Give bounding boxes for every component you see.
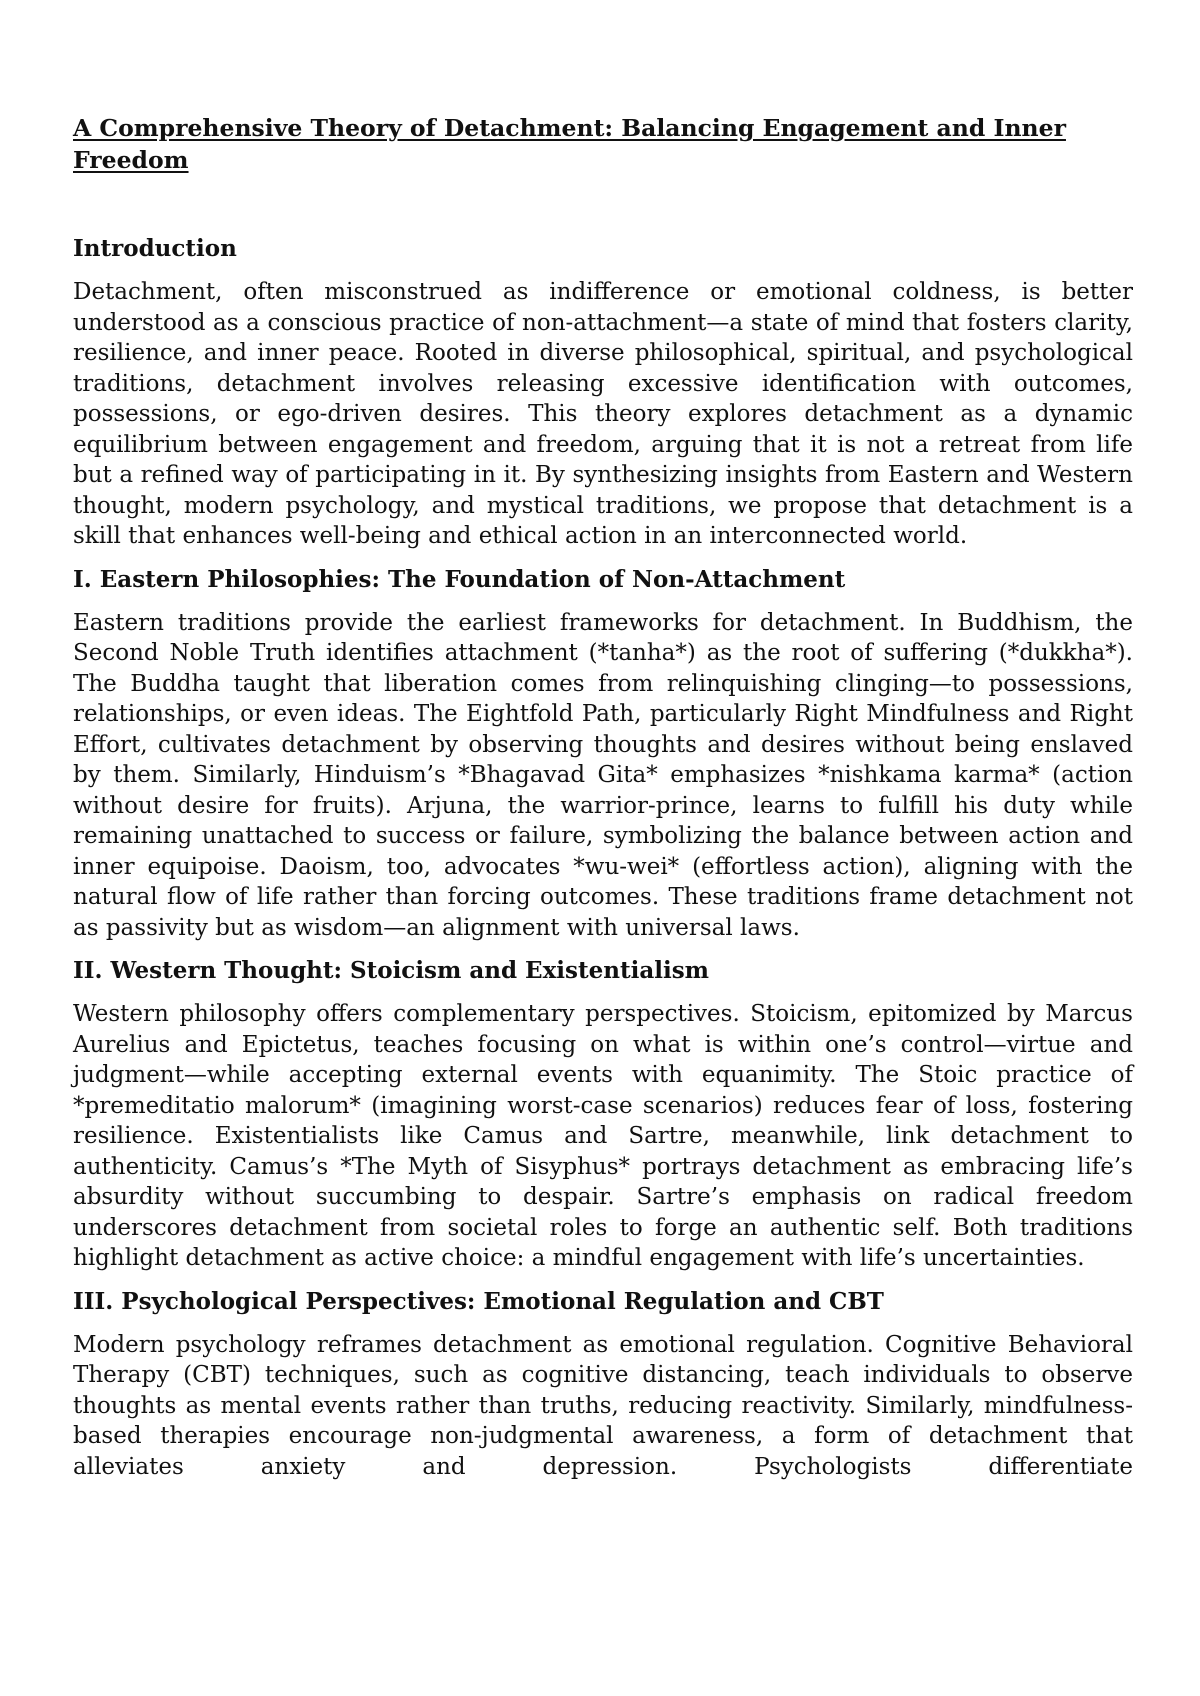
section-psychological <box>73 1287 1133 1483</box>
section-body-western: Western philosophy offers complementary perspectives. Stoicism, epitomized by Marcus Aurelius and Epictetus, teaches focusing on what is within one’s control—virtue and judgment—while accepting external events with equanimity. The Stoic practice of *premeditatio malorum* (imagining worst-case scenarios) reduces fear of loss, fostering resilience. Existentialists like Camus and Sartre, meanwhile, link detachment to authenticity. Camus’s *The Myth of Sisyphus* portrays detachment as embracing life’s absurdity without succumbing to despair. Sartre’s emphasis on radical freedom underscores detachment from societal roles to forge an authentic self. Both traditions highlight detachment as active choice: a mindful engagement with life’s uncertainties. <box>73 1001 1133 1271</box>
section-body-introduction: Detachment, often misconstrued as indifference or emotional coldness, is better understood as a conscious practice of non-attachment—a state of mind that fosters clarity, resilience, and inner peace. Rooted in diverse philosophical, spiritual, and psychological traditions, detachment involves releasing excessive identification with outcomes, possessions, or ego-driven desires. This theory explores detachment as a dynamic equilibrium between engagement and freedom, arguing that it is not a retreat from life but a refined way of participating in it. By synthesizing insights from Eastern and Western thought, modern psychology, and mystical traditions, we propose that detachment is a skill that enhances well-being and ethical action in an interconnected world. <box>73 279 1133 549</box>
section-eastern <box>73 565 1133 944</box>
document-title: A Comprehensive Theory of Detachment: Balancing Engagement and Inner Freedom <box>73 114 1066 174</box>
section-heading-introduction: Introduction <box>73 235 237 262</box>
document-page <box>73 112 1133 1482</box>
section-body-eastern: Eastern traditions provide the earliest frameworks for detachment. In Buddhism, the Second Noble Truth identifies attachment (*tanha*) as the root of suffering (*dukkha*). The Buddha taught that liberation comes from relinquishing clinging—to possessions, relationships, or even ideas. The Eightfold Path, particularly Right Mindfulness and Right Effort, cultivates detachment by observing thoughts and desires without being enslaved by them. Similarly, Hinduism’s *Bhagavad Gita* emphasizes *nishkama karma* (action without desire for fruits). Arjuna, the warrior-prince, learns to fulfill his duty while remaining unattached to success or failure, symbolizing the balance between action and inner equipoise. Daoism, too, advocates *wu-wei* (effortless action), aligning with the natural flow of life rather than forcing outcomes. These traditions frame detachment not as passivity but as wisdom—an alignment with universal laws. <box>73 609 1133 941</box>
section-heading-western: II. Western Thought: Stoicism and Existentialism <box>73 957 709 984</box>
section-body-psychological: Modern psychology reframes detachment as emotional regulation. Cognitive Behavioral Therapy (CBT) techniques, such as cognitive distancing, teach individuals to observe thoughts as mental events rather than truths, reducing reactivity. Similarly, mindfulness-based therapies encourage non-judgmental awareness, a form of detachment that alleviates anxiety and depression. Psychologists differentiate <box>73 1331 1133 1480</box>
section-heading-psychological: III. Psychological Perspectives: Emotional Regulation and CBT <box>73 1287 884 1315</box>
section-western <box>73 956 1133 1274</box>
section-heading-eastern: I. Eastern Philosophies: The Foundation of Non-Attachment <box>73 565 846 593</box>
